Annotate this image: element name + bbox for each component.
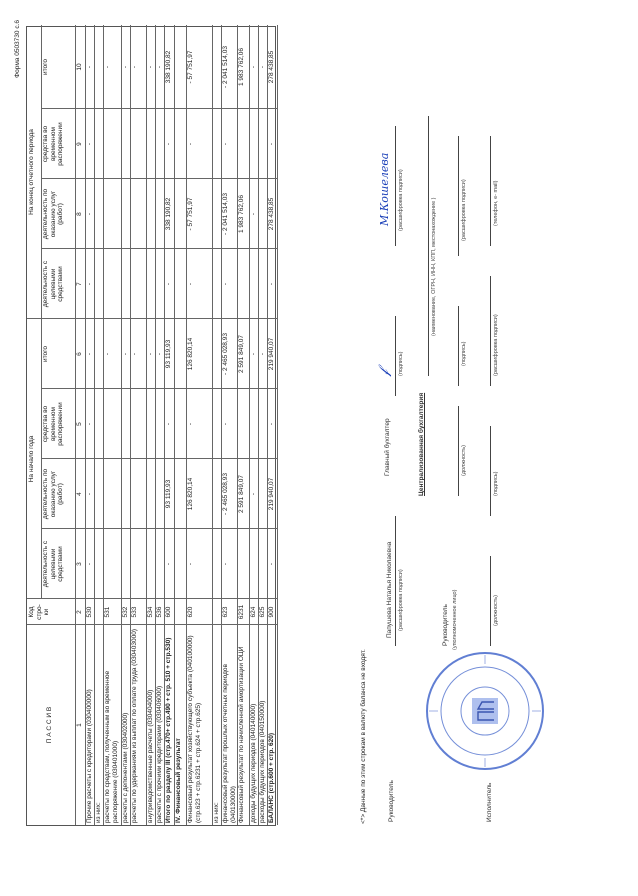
row-value: 278 438,85: [268, 50, 275, 84]
grid-hline: [75, 25, 76, 825]
rep-label: Руководитель: [442, 604, 449, 646]
row-value: [131, 251, 145, 317]
row-value: -: [147, 65, 154, 69]
row-name: Финансовый результат хозяйствующего субъекта (040100000) (стр.623 + стр.6231 + стр.624 + стр.625): [187, 635, 202, 823]
row-value: [131, 181, 145, 247]
row-value: [250, 531, 257, 597]
row-code: 600: [165, 606, 172, 618]
grid-hline: [41, 25, 42, 599]
row-value: [259, 251, 266, 317]
row-code: 536: [156, 606, 163, 618]
row-value: -: [86, 282, 93, 286]
row-name: расчеты по удержаниям из выплат по оплате труда (030403000): [131, 628, 138, 823]
row-value: [147, 181, 154, 247]
row-value: 1 983 762,06: [238, 195, 245, 233]
row-value: [104, 461, 120, 527]
chief-acc-name: М.Кошелева: [378, 152, 391, 226]
row-name: Итого по разделу III (стр.470+ стр.490 + стр. 510 + стр.530): [165, 637, 172, 823]
row-value: -: [86, 492, 93, 496]
row-value: -: [86, 562, 93, 566]
row-value: [175, 321, 185, 387]
row-value: [156, 111, 163, 177]
header-colnum: 9: [76, 142, 83, 146]
head-label: Руководитель: [388, 780, 395, 822]
grid-vline: [41, 528, 277, 529]
row-code: [95, 601, 102, 623]
chief-acc-label: Главный бухгалтер: [384, 418, 391, 476]
row-value: [95, 251, 102, 317]
row-value: -: [222, 142, 229, 146]
header-colnum: 3: [76, 562, 83, 566]
row-value: [95, 27, 102, 107]
row-value: -: [165, 422, 172, 426]
chief-acc-sign-hint: (подпись): [398, 351, 404, 376]
row-value: 278 438,85: [268, 197, 275, 231]
row-value: [95, 321, 102, 387]
row-code: 531: [104, 606, 111, 618]
row-value: 93 119,93: [165, 339, 172, 369]
row-value: [122, 461, 129, 527]
exec-position-hint: (должность): [493, 595, 499, 626]
row-name: БАЛАНС (стр.600 + стр. 620): [268, 732, 275, 823]
balance-table: [26, 26, 276, 826]
row-value: [131, 461, 145, 527]
row-value: [238, 531, 248, 597]
row-value: [238, 251, 248, 317]
row-value: - 57 751,97: [187, 50, 194, 84]
row-value: [175, 461, 185, 527]
row-code: 624: [250, 606, 257, 618]
rep-position-line: [458, 406, 459, 496]
row-value: [122, 181, 129, 247]
header-colnum: 2: [76, 610, 83, 614]
exec-sign-hint: (подпись): [493, 471, 499, 496]
chief-acc-signature: 𝒻: [376, 369, 392, 376]
row-value: -: [187, 562, 194, 566]
exec-sign-line: [490, 426, 491, 516]
row-value: - 2 465 028,93: [222, 333, 229, 375]
rep-name-hint: (расшифровка подписи): [461, 179, 467, 241]
row-value: -: [86, 65, 93, 69]
row-value: [175, 531, 185, 597]
row-name: расчеты с депонентами (030402000): [122, 712, 129, 823]
row-value: 2 591 849,07: [238, 335, 245, 373]
row-value: - 2 041 514,03: [222, 46, 229, 88]
row-value: [147, 531, 154, 597]
row-value: -: [86, 352, 93, 356]
row-value: [122, 531, 129, 597]
row-value: [250, 251, 257, 317]
row-value: [213, 251, 220, 317]
row-value: [95, 391, 102, 457]
row-value: [213, 531, 220, 597]
row-value: [259, 391, 266, 457]
header-subcol: итого: [42, 346, 49, 362]
row-value: [238, 391, 248, 457]
header-end-period: На конец отчетного периода: [28, 129, 35, 215]
row-value: 219 940,07: [268, 477, 275, 511]
header-colnum: 8: [76, 212, 83, 216]
row-value: -: [86, 212, 93, 216]
row-value: [175, 391, 185, 457]
row-value: [122, 251, 129, 317]
rep-sign-hint: (подпись): [461, 341, 467, 366]
row-value: -: [165, 562, 172, 566]
row-name: из них:: [95, 802, 102, 823]
row-value: 126 820,14: [187, 477, 194, 511]
row-value: [131, 391, 145, 457]
central-acc-line: [428, 116, 429, 376]
row-value: [213, 461, 220, 527]
row-value: [213, 391, 220, 457]
chief-acc-name-hint: (расшифровка подписи): [398, 169, 404, 231]
row-value: -: [259, 65, 266, 69]
row-value: -: [122, 65, 129, 69]
row-name: расходы будущих периодов (040150000): [259, 700, 266, 823]
row-value: [156, 181, 163, 247]
exec-phone-hint: (телефон, e- mail): [493, 180, 499, 226]
exec-position-line: [490, 556, 491, 646]
row-value: -: [187, 142, 194, 146]
row-value: [213, 321, 220, 387]
header-subcol: деятельность по оказанию услуг (работ): [42, 188, 64, 240]
row-value: [156, 461, 163, 527]
rep-sign-line: [458, 306, 459, 386]
row-value: -: [268, 422, 275, 426]
row-name: расчеты по средствам, полученным во временное распоряжение (030401000): [104, 670, 119, 823]
header-colnum: 10: [76, 63, 83, 71]
row-code: 532: [122, 606, 129, 618]
row-value: -: [86, 422, 93, 426]
central-acc-hint: (наименование, ОГРН, ИНН, КПП, местонахождение ): [431, 197, 437, 336]
central-acc: Централизованная бухгалтерия: [418, 392, 425, 496]
row-value: [104, 251, 120, 317]
row-value: -: [187, 422, 194, 426]
row-value: [213, 181, 220, 247]
row-value: 1 983 762,06: [238, 48, 245, 86]
row-code: 900: [268, 606, 275, 618]
row-value: - 2 041 514,03: [222, 193, 229, 235]
row-value: [147, 111, 154, 177]
row-value: -: [122, 352, 129, 356]
row-code: 534: [147, 606, 154, 618]
row-value: -: [147, 352, 154, 356]
head-sign-line: [395, 516, 396, 646]
exec-name-line: [490, 276, 491, 386]
row-value: -: [131, 65, 138, 69]
row-value: [238, 111, 248, 177]
row-code: 623: [222, 606, 229, 618]
row-value: [250, 111, 257, 177]
grid-vline: [27, 624, 277, 625]
row-value: -: [156, 352, 163, 356]
row-value: [95, 181, 102, 247]
row-value: -: [156, 65, 163, 69]
row-value: 93 119,93: [165, 479, 172, 509]
header-colnum: 1: [76, 723, 83, 727]
row-value: -: [268, 282, 275, 286]
form-code: Форма 0503730 с.6: [14, 20, 21, 78]
row-value: [175, 251, 185, 317]
row-value: [175, 111, 185, 177]
row-value: [259, 111, 266, 177]
row-value: [122, 391, 129, 457]
row-value: [122, 111, 129, 177]
row-value: 2 591 849,07: [238, 475, 245, 513]
header-subcol: итого: [42, 59, 49, 75]
grid-vline: [27, 318, 277, 319]
header-start-period: На начало года: [28, 435, 35, 483]
row-value: -: [187, 282, 194, 286]
chief-acc-name-line: [395, 126, 396, 246]
row-name: из них:: [213, 802, 220, 823]
row-code: 530: [86, 606, 93, 618]
row-value: [131, 111, 145, 177]
row-value: -: [104, 352, 111, 356]
row-value: -: [268, 562, 275, 566]
header-colnum: 5: [76, 422, 83, 426]
head-name-hint: (расшифровка подписи): [398, 569, 404, 631]
row-value: 338 190,82: [165, 50, 172, 84]
header-subcol: средства во временном распоряжении: [42, 122, 64, 166]
row-value: [259, 181, 266, 247]
row-value: -: [222, 422, 229, 426]
executor-label: Исполнитель: [486, 782, 493, 822]
row-code: [213, 601, 220, 623]
grid-hline: [277, 25, 278, 825]
header-subcol: деятельность с целевыми средствами: [42, 260, 64, 308]
chief-acc-sign-line: [395, 316, 396, 396]
header-subcol: средства во временном распоряжении: [42, 402, 64, 446]
footnote: <*> Данные по этим строкам в валюту баланса не входят.: [360, 649, 367, 824]
row-value: [175, 181, 185, 247]
row-name: расчеты с прочими кредиторами (030406000): [156, 685, 163, 823]
row-value: [156, 391, 163, 457]
grid-vline: [41, 108, 277, 109]
row-value: -: [250, 352, 257, 356]
row-value: 219 940,07: [268, 337, 275, 371]
row-value: [104, 391, 120, 457]
row-name: Прочие расчеты с кредиторами (030400000): [86, 689, 93, 823]
header-subcol: деятельность по оказанию услуг (работ): [42, 468, 64, 520]
row-value: [156, 531, 163, 597]
row-name: финансовый результат прошлых отчетных периодов (040130000): [222, 664, 236, 823]
row-value: -: [250, 212, 257, 216]
rep-name-line: [458, 136, 459, 256]
grid-vline: [41, 388, 277, 389]
row-name: доходы будущих периодов (040140000): [250, 703, 257, 823]
exec-name-hint: (расшифровка подписи): [493, 314, 499, 376]
row-value: [104, 111, 120, 177]
header-colnum: 4: [76, 492, 83, 496]
row-code: 6231: [238, 604, 245, 620]
row-value: [104, 531, 120, 597]
row-value: -: [104, 65, 111, 69]
row-value: [213, 111, 220, 177]
row-value: - 57 751,97: [187, 197, 194, 231]
row-value: - 2 465 028,93: [222, 473, 229, 515]
head-name: Папушева Наталья Николаевна: [386, 541, 393, 638]
header-colnum: 7: [76, 282, 83, 286]
row-value: [175, 27, 185, 107]
row-value: [213, 27, 220, 107]
row-value: [147, 461, 154, 527]
row-name: Финансовый результат по начисленной амортизации ОЦИ: [238, 646, 245, 823]
row-value: [156, 251, 163, 317]
grid-vline: [41, 178, 277, 179]
row-name: внутриведомственные расчеты (030404000): [147, 689, 154, 823]
row-value: -: [131, 352, 138, 356]
row-value: -: [250, 492, 257, 496]
header-passiv: П А С С И В: [46, 706, 53, 744]
row-value: -: [165, 282, 172, 286]
row-value: -: [86, 142, 93, 146]
row-value: [259, 461, 266, 527]
row-value: [104, 181, 120, 247]
row-value: [250, 391, 257, 457]
row-code: 620: [187, 606, 194, 618]
header-colnum: 6: [76, 352, 83, 356]
row-value: [95, 111, 102, 177]
row-value: [95, 531, 102, 597]
row-value: [147, 251, 154, 317]
grid-vline: [41, 458, 277, 459]
header-subcol: деятельность с целевыми средствами: [42, 540, 64, 588]
rep-hint: (уполномоченное лицо): [452, 589, 458, 650]
row-value: [131, 531, 145, 597]
row-value: -: [222, 282, 229, 286]
row-value: [259, 531, 266, 597]
row-code: 625: [259, 606, 266, 618]
row-code: 533: [131, 606, 138, 618]
row-value: -: [259, 352, 266, 356]
row-value: 126 820,14: [187, 337, 194, 371]
grid-vline: [27, 598, 277, 599]
row-value: 338 190,82: [165, 197, 172, 231]
exec-phone-line: [490, 136, 491, 246]
row-value: -: [165, 142, 172, 146]
row-code: [175, 601, 185, 623]
header-code: Код стро-ки: [28, 604, 50, 620]
row-value: -: [268, 142, 275, 146]
grid-vline: [41, 248, 277, 249]
row-value: [95, 461, 102, 527]
row-value: -: [250, 65, 257, 69]
row-value: [147, 391, 154, 457]
row-value: -: [222, 562, 229, 566]
rep-position-hint: (должность): [461, 445, 467, 476]
organization-stamp: [420, 646, 550, 776]
row-name: IV. Финансовый результат: [175, 738, 182, 823]
